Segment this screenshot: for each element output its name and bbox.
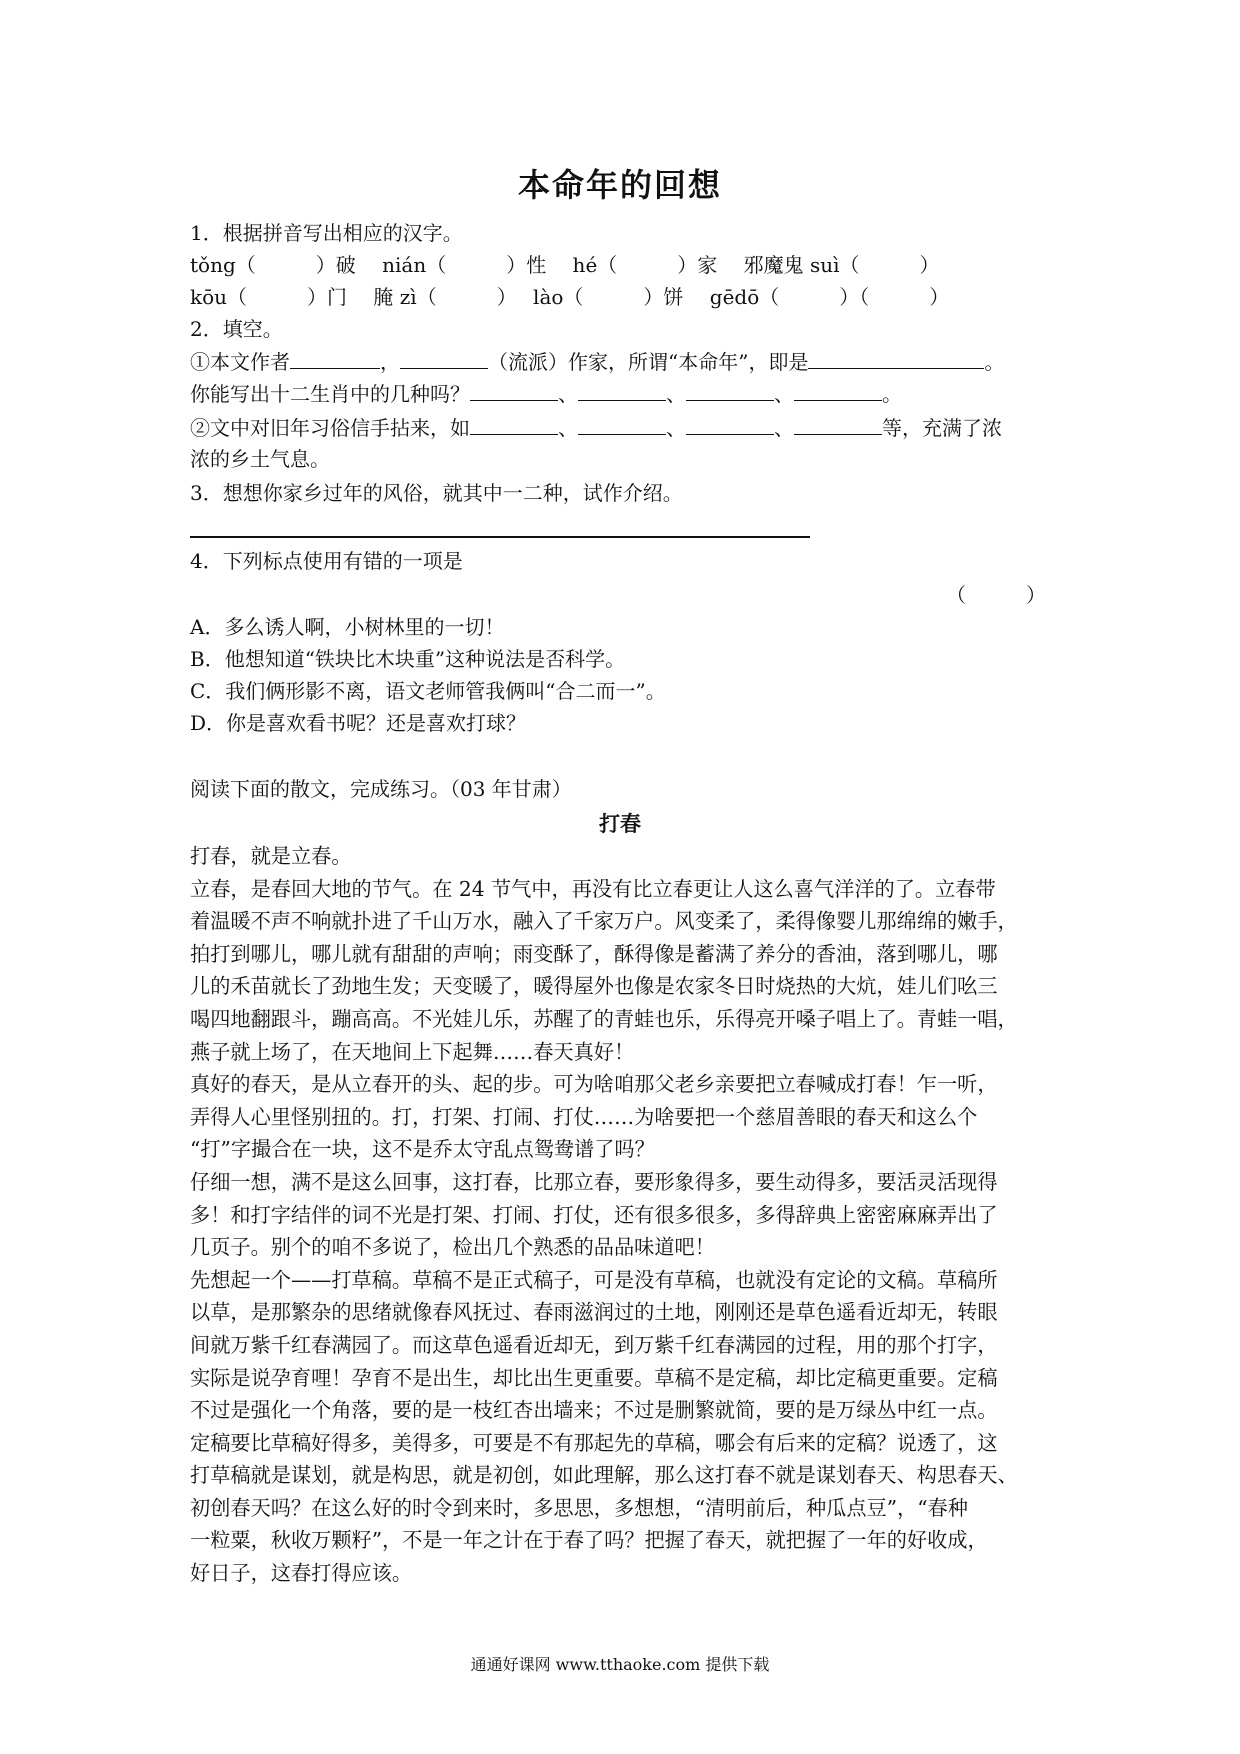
separator: 、 xyxy=(774,382,794,406)
answer-blank[interactable] xyxy=(578,412,666,435)
q2-line-2-text: 你能写出十二生肖中的几种吗？ xyxy=(190,382,470,406)
answer-blank[interactable] xyxy=(578,378,666,401)
q4-option-a: A．多么诱人啊，小树林里的一切！ xyxy=(190,615,505,639)
q2-prompt: 2．填空。 xyxy=(190,317,283,341)
q1-pinyin-row-1: tǒng（ ）破 nián（ ）性 hé（ ）家 邪魔鬼 suì（ ） xyxy=(190,253,940,277)
q2-line-1-text-b: ， xyxy=(380,350,400,374)
q2-line-1-text-a: ①本文作者 xyxy=(190,350,290,374)
answer-blank[interactable] xyxy=(400,346,488,369)
answer-blank[interactable] xyxy=(808,346,984,369)
q4-option-c: C．我们俩形影不离，语文老师管我俩叫“合二而一”。 xyxy=(190,679,666,703)
answer-blank[interactable] xyxy=(470,378,558,401)
q2-line-3-text: ②文中对旧年习俗信手拈来，如 xyxy=(190,416,470,440)
q2-line-3-end: 等，充满了浓 xyxy=(882,416,1002,440)
answer-blank[interactable] xyxy=(470,412,558,435)
q2-line-2 xyxy=(190,378,1070,409)
essay-title: 打春 xyxy=(599,812,641,836)
footer-source: 通通好课网 www.tthaoke.com 提供下载 xyxy=(470,1655,770,1674)
answer-blank[interactable] xyxy=(794,412,882,435)
reading-intro: 阅读下面的散文，完成练习。（03 年甘肃） xyxy=(190,777,572,801)
separator: 、 xyxy=(774,416,794,440)
q2-line-1-text-d: 。 xyxy=(984,350,1005,374)
separator: 、 xyxy=(558,416,578,440)
q3-prompt: 3．想想你家乡过年的风俗，就其中一二种，试作介绍。 xyxy=(190,481,683,505)
q4-prompt: 4．下列标点使用有错的一项是 xyxy=(190,549,463,573)
q2-line-2-end: 。 xyxy=(882,382,902,406)
answer-blank[interactable] xyxy=(686,412,774,435)
separator: 、 xyxy=(558,382,578,406)
separator: 、 xyxy=(666,382,686,406)
page-title: 本命年的回想 xyxy=(517,166,722,204)
essay-body: 打春，就是立春。 立春，是春回大地的节气。在 24 节气中，再没有比立春更让人这么喜气洋洋的了。立春带 着温暖不声不响就扑进了千山万水，融入了千家万户。风变柔了，柔得像婴儿那绵绵的嫩手， 拍打到哪儿，哪儿就有甜甜的声响；雨变酥了，酥得像是蓄满了养分的香油，落到哪儿，哪 儿的禾苗就长了劲地生发；天变暖了，暖得屋外也像是农家冬日时烧热的大炕，娃儿们吆三 喝四地翻跟斗，蹦高高。不光娃儿乐，苏醒了的青蛙也乐，乐得亮开嗓子唱上了。青蛙一唱， 燕子就上场了，在天地间上下起舞……春天真好！ 真好的春天，是从立春开的头、起的步。可为啥咱那父老乡亲要把立春喊成打春！乍一听， 弄得人心里怪别扭的。打，打架、打闹、打仗……为啥要把一个慈眉善眼的春天和这么个 “打”字撮合在一块，这不是乔太守乱点鸳鸯谱了吗？ 仔细一想，满不是这么回事，这打春，比那立春，要形象得多，要生动得多，要活灵活现得 多！和打字结伴的词不光是打架、打闹、打仗，还有很多很多，多得辞典上密密麻麻弄出了 几页子。别个的咱不多说了，检出几个熟悉的品品味道吧！ 先想起一个——打草稿。草稿不是正式稿子，可是没有草稿，也就没有定论的文稿。草稿所 以草，是那繁杂的思绪就像春风抚过、春雨滋润过的土地，刚刚还是草色遥看近却无，转眼 间就万紫千红春满园了。而这草色遥看近却无，到万紫千红春满园的过程，用的那个打字， 实际是说孕育哩！孕育不是出生，却比出生更重要。草稿不是定稿，却比定稿更重要。定稿 不过是强化一个角落，要的是一枝红杏出墙来；不过是删繁就简，要的是万绿丛中红一点。 定稿要比草稿好得多，美得多，可要是不有那起先的草稿，哪会有后来的定稿？说透了，这 打草稿就是谋划，就是构思，就是初创，如此理解，那么这打春不就是谋划春天、构思春天、 初创春天吗？在这么好的时令到来时，多思思，多想想，“清明前后，种瓜点豆”，“春种 一粒粟，秋收万颗籽”，不是一年之计在于春了吗？把握了春天，就把握了一年的好收成， 好日子，这春打得应该。 xyxy=(190,844,1018,1586)
answer-blank[interactable] xyxy=(290,346,380,369)
answer-blank[interactable] xyxy=(794,378,882,401)
q4-option-b: B．他想知道“铁块比木块重”这种说法是否科学。 xyxy=(190,647,626,671)
separator: 、 xyxy=(666,416,686,440)
q1-prompt: 1．根据拼音写出相应的汉字。 xyxy=(190,221,463,245)
q2-line-3 xyxy=(190,412,1070,443)
q1-pinyin-row-2: kōu（ ）门 腌 zì（ ） lào（ ）饼 gēdō（ ）（ ） xyxy=(190,285,950,309)
q4-answer-parentheses[interactable]: （ ） xyxy=(946,583,1046,607)
q2-line-1 xyxy=(190,346,1070,377)
q2-line-1-text-c: （流派）作家，所谓“本命年”，即是 xyxy=(488,350,809,374)
q2-line-4: 浓的乡土气息。 xyxy=(190,447,330,471)
q4-option-d: D．你是喜欢看书呢？还是喜欢打球？ xyxy=(190,711,527,735)
answer-blank[interactable] xyxy=(686,378,774,401)
q3-answer-line[interactable] xyxy=(190,536,810,538)
